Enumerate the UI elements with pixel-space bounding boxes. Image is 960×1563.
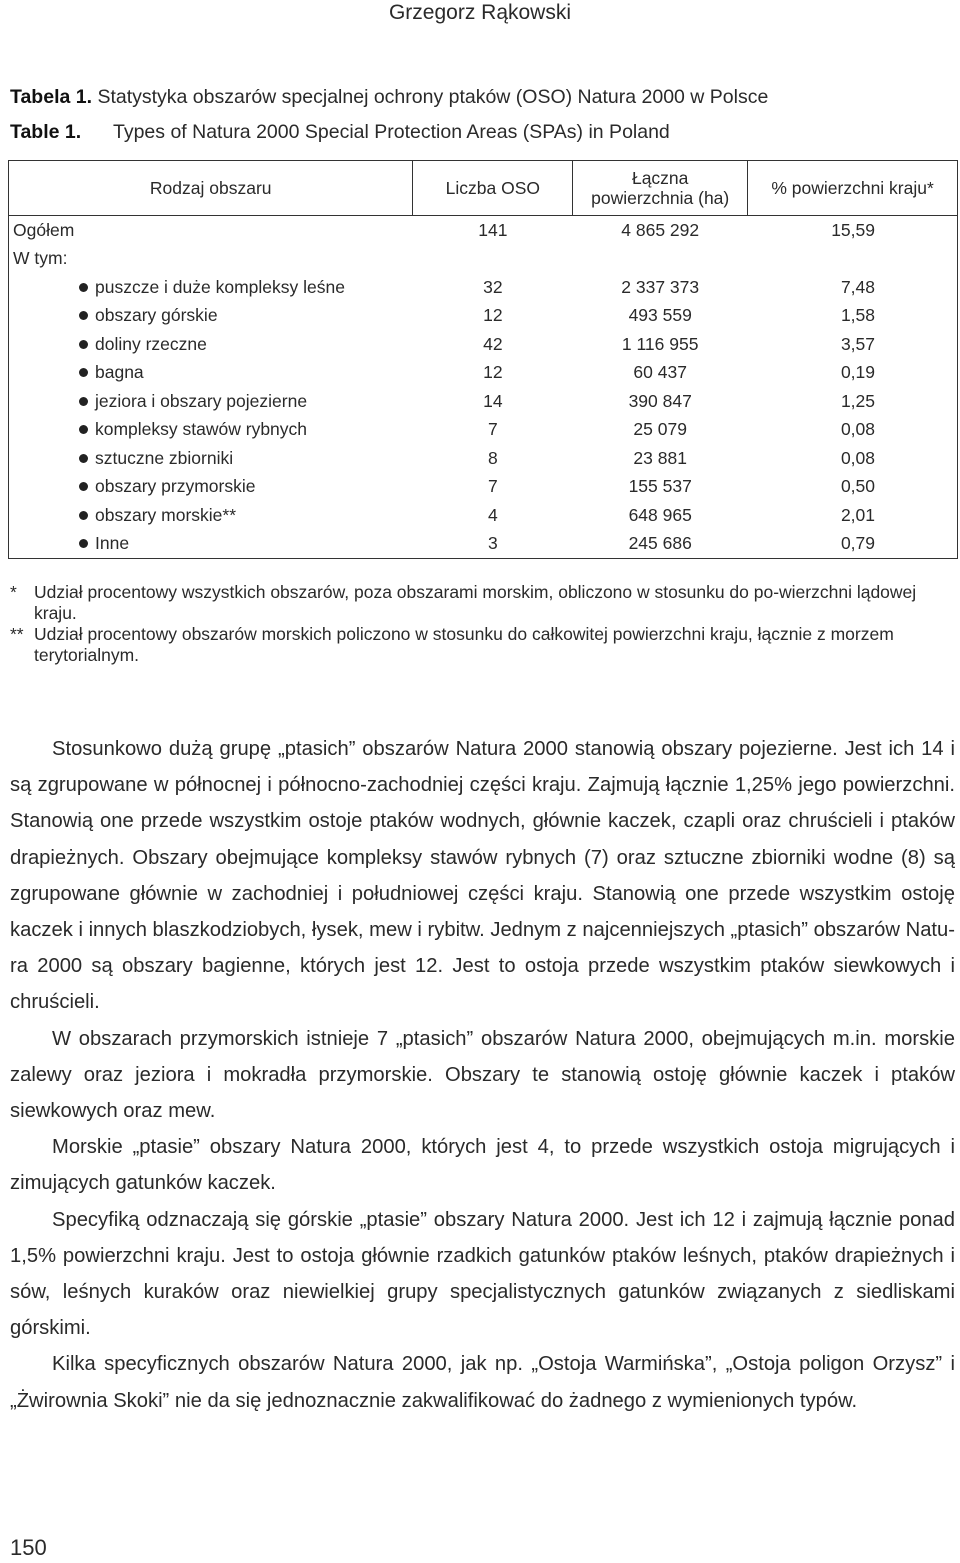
- total-count: 141: [413, 216, 573, 245]
- row-label-text: Inne: [95, 533, 130, 554]
- row-label-text: sztuczne zbiorniki: [95, 447, 234, 468]
- table-row: [9, 359, 958, 388]
- table-caption-polish: [10, 84, 950, 110]
- bullet-icon: [79, 368, 88, 377]
- row-count: 7: [487, 476, 498, 497]
- row-percent: 0,79: [748, 530, 958, 559]
- row-count: 32: [483, 276, 503, 297]
- row-area: 23 881: [633, 447, 687, 468]
- row-percent: 0,08: [748, 444, 958, 473]
- row-label: [9, 302, 413, 331]
- row-percent: 2,01: [748, 501, 958, 530]
- bullet-icon: [79, 283, 88, 292]
- table-row: [9, 444, 958, 473]
- row-label-text: puszcze i duże kompleksy leśne: [95, 276, 345, 297]
- total-label: Ogółem: [9, 216, 413, 245]
- table-caption-english: [10, 119, 950, 145]
- footnote: [10, 624, 950, 666]
- row-label: [9, 530, 413, 559]
- row-area: 155 537: [628, 476, 692, 497]
- table-row: [9, 302, 958, 331]
- row-count: 14: [483, 390, 503, 411]
- page-number: 150: [10, 1535, 47, 1560]
- table-row: [9, 330, 958, 359]
- bullet-icon: [79, 340, 88, 349]
- row-percent: 0,19: [748, 359, 958, 388]
- bullet-icon: [79, 397, 88, 406]
- row-count: 42: [483, 333, 503, 354]
- row-area: 1 116 955: [621, 333, 699, 354]
- footnote-marker: **: [10, 624, 24, 644]
- row-area: 60 437: [633, 362, 687, 383]
- spa-statistics-table: [8, 160, 958, 559]
- row-count: 8: [487, 447, 498, 468]
- header-total-area-text: Łączna powierzchnia (ha): [591, 168, 730, 208]
- header-area-type: Rodzaj obszaru: [9, 161, 413, 216]
- row-label: [9, 416, 413, 445]
- row-label: [9, 387, 413, 416]
- row-label-text: bagna: [95, 362, 144, 383]
- bullet-icon: [79, 454, 88, 463]
- row-area: 25 079: [633, 419, 687, 440]
- caption-title-polish: Statystyka obszarów specjalnej ochrony ptaków (OSO) Natura 2000 w Polsce: [97, 86, 769, 108]
- row-area: 493 559: [628, 305, 692, 326]
- row-label: [9, 330, 413, 359]
- table-header-row: [9, 161, 958, 216]
- caption-title-english: Types of Natura 2000 Special Protection Areas (SPAs) in Poland: [113, 121, 670, 143]
- paragraph: Kilka specyficznych obszarów Natura 2000, jak np. „Ostoja Warmińska”, „Ostoja poligon Orzysz” i „Żwirownia Skoki” nie da się jednoznacznie zakwalifikować do żadnego z wymienionych typów.: [10, 1353, 955, 1412]
- paragraph: Specyfiką odznaczają się górskie „ptasie” obszary Natura 2000. Jest ich 12 i zajmują łącznie ponad 1,5% powierzchni kraju. Jest to ostoja głównie rzadkich gatunków ptaków leśnych, ptaków drapieżnych i sów, leśnych kuraków oraz niewielkiej grupy specjalistycznych gatunków związanych z siedliskami górskimi.: [10, 1208, 955, 1340]
- row-label-text: obszary przymorskie: [95, 476, 256, 497]
- row-label: [9, 359, 413, 388]
- table-row-subheading: [9, 245, 958, 274]
- paragraph: Morskie „ptasie” obszary Natura 2000, których jest 4, to przede wszystkich ostoja migrujących i zimujących gatunków kaczek.: [10, 1136, 955, 1195]
- row-label: [9, 501, 413, 530]
- row-label-text: kompleksy stawów rybnych: [95, 419, 308, 440]
- row-area: 245 686: [573, 530, 748, 559]
- footnote-text: Udział procentowy obszarów morskich policzono w stosunku do całkowitej powierzchni kraju, łącznie z morzem terytorialnym.: [34, 624, 894, 665]
- row-count: 3: [413, 530, 573, 559]
- row-percent: 1,58: [748, 302, 958, 331]
- row-label: [9, 273, 413, 302]
- table-row: [9, 530, 958, 559]
- row-label: [9, 473, 413, 502]
- total-percent: 15,59: [748, 216, 958, 245]
- table-footnotes: [10, 582, 950, 666]
- table-row: [9, 473, 958, 502]
- row-label-text: obszary górskie: [95, 305, 218, 326]
- row-label: [9, 444, 413, 473]
- footnote-text: Udział procentowy wszystkich obszarów, poza obszarami morskim, obliczono w stosunku do po-wierzchni lądowej kraju.: [34, 582, 917, 623]
- subheading-label: W tym:: [9, 245, 413, 274]
- footnote: [10, 582, 950, 624]
- row-count: 12: [483, 362, 503, 383]
- header-total-area: [573, 161, 748, 216]
- footnote-marker: *: [10, 582, 17, 602]
- row-count: 7: [487, 419, 498, 440]
- table-row-total: [9, 216, 958, 245]
- row-percent: 3,57: [748, 330, 958, 359]
- row-label-text: doliny rzeczne: [95, 333, 207, 354]
- bullet-icon: [79, 482, 88, 491]
- row-percent: 0,50: [748, 473, 958, 502]
- header-spa-count: Liczba OSO: [413, 161, 573, 216]
- row-count: 12: [483, 305, 503, 326]
- row-percent: 1,25: [748, 387, 958, 416]
- row-count: 4: [487, 504, 498, 525]
- caption-label-english: Table 1.: [10, 121, 82, 143]
- table-row: [9, 416, 958, 445]
- row-percent: 7,48: [748, 273, 958, 302]
- bullet-icon: [79, 425, 88, 434]
- header-country-percent: % powierzchni kraju*: [748, 161, 958, 216]
- body-text: [10, 731, 955, 1419]
- paragraph: W obszarach przymorskich istnieje 7 „ptasich” obszarów Natura 2000, obejmujących m.in. morskie zalewy oraz jeziora i mokradła przymorskie. Obszary te stanowią ostoję głównie kaczek i ptaków siewkowych oraz mew.: [10, 1027, 955, 1123]
- row-area: 390 847: [628, 390, 692, 411]
- row-label-text: jeziora i obszary pojezierne: [95, 390, 308, 411]
- bullet-icon: [79, 311, 88, 320]
- running-head: Grzegorz Rąkowski: [388, 1, 572, 24]
- table-row: [9, 501, 958, 530]
- row-area: 2 337 373: [621, 276, 700, 297]
- row-label-text: obszary morskie**: [95, 504, 237, 525]
- table-row: [9, 387, 958, 416]
- bullet-icon: [79, 511, 88, 520]
- row-percent: 0,08: [748, 416, 958, 445]
- caption-label-polish: Tabela 1.: [10, 86, 93, 108]
- row-area: 648 965: [628, 504, 692, 525]
- bullet-icon: [79, 539, 88, 548]
- paragraph: Stosunkowo dużą grupę „ptasich” obszarów Natura 2000 stanowią obszary pojezierne. Jest ich 14 i są zgrupowane w północnej i północno-zachodniej części kraju. Zajmują łącznie 1,25% jego powierzchni. Stanowią one przede wszystkim ostoje ptaków wodnych, głównie kaczek, czapli oraz chruścieli i ptaków drapieżnych. Obszary obejmujące kompleksy stawów rybnych (7) oraz sztuczne zbiorniki wodne (8) są zgrupowane głównie w zachodniej i południowej części kraju. Stanowią one przede wszystkim ostoję kaczek i innych blaszkodziobych, łysek, mew i rybitw. Jednym z najcenniejszych „ptasich” obszarów Natura 2000 są obszary bagienne, których jest 12. Jest to ostoja przede wszystkim ptaków siewkowych i chruścieli.: [10, 738, 955, 1014]
- table-row: [9, 273, 958, 302]
- total-area: 4 865 292: [573, 216, 748, 245]
